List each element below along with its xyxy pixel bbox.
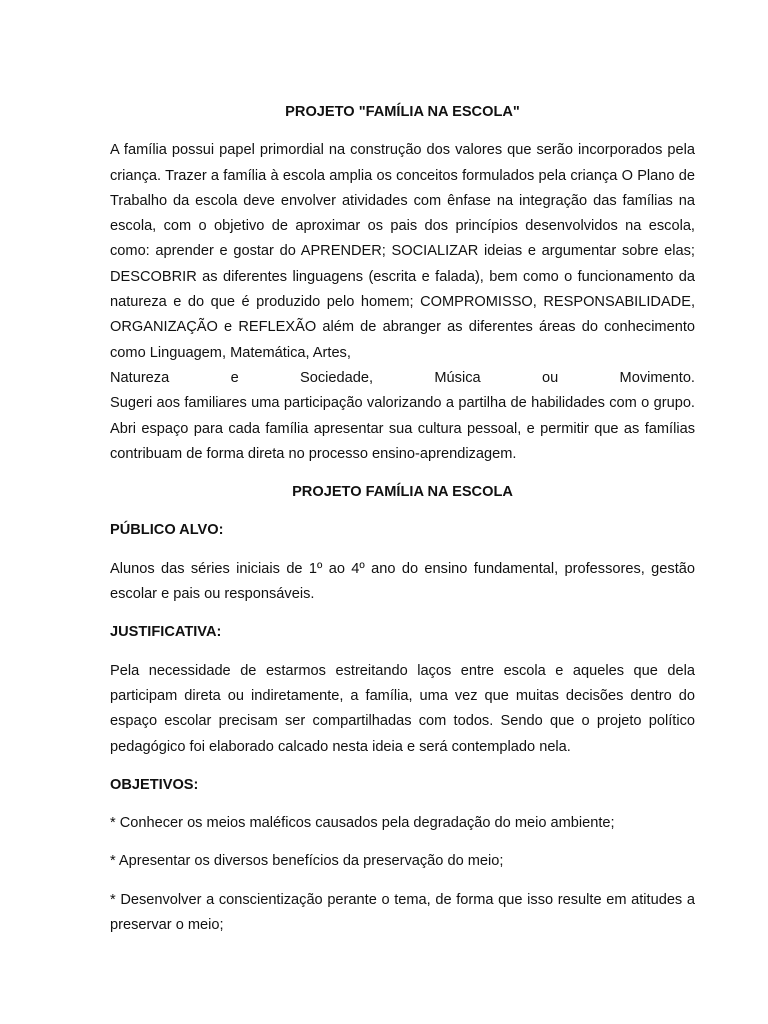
objetivo-item: * Desenvolver a conscientização perante o tema, de forma que isso resulte em atitudes a preservar o meio; bbox=[110, 891, 695, 934]
justificativa-text: Pela necessidade de estarmos estreitando laços entre escola e aqueles que dela participam direta ou indiretamente, a família, uma vez que muitas decisões dentro do espaço escolar precisam ser compartilhadas com todos. Sendo que o projeto político pedagógico foi elaborado calcado nesta ideia e será contemplado nela. bbox=[110, 662, 695, 755]
objetivo-item: * Conhecer os meios maléficos causados pela degradação do meio ambiente; bbox=[110, 815, 615, 832]
objetivo-item: * Apresentar os diversos benefícios da preservação do meio; bbox=[110, 853, 504, 870]
objetivos-heading: OBJETIVOS: bbox=[110, 776, 199, 793]
justificativa-heading: JUSTIFICATIVA: bbox=[110, 624, 222, 641]
document-subtitle: PROJETO FAMÍLIA NA ESCOLA bbox=[292, 484, 513, 501]
document-title: PROJETO "FAMÍLIA NA ESCOLA" bbox=[285, 104, 520, 120]
intro-text: A família possui papel primordial na construção dos valores que serão incorporados pela criança. Trazer a família à escola amplia os conceitos formulados pela criança O Plano de Trabalho da escola deve envolver atividades com ênfase na integração das famílias na escola, com o objetivo de aproximar os pais dos princípios desenvolvidos na escola, como: aprender e gostar do APRENDER; SOCIALIZAR ideias e argumentar sobre elas; DESCOBRIR as diferentes linguagens (escrita e falada), bem como o funcionamento da natureza e do que é produzido pelo homem; COMPROMISSO, RESPONSABILIDADE, ORGANIZAÇÃO e REFLEXÃO além de abranger as diferentes áreas do conhecimento como Linguagem, Matemática, Artes, bbox=[110, 142, 695, 361]
publico-text: Alunos das séries iniciais de 1º ao 4º ano do ensino fundamental, professores, gestão escolar e pais ou responsáveis. bbox=[110, 560, 695, 603]
intro-last-line: Natureza e Sociedade, Música ou Movimento. bbox=[110, 369, 695, 386]
publico-heading: PÚBLICO ALVO: bbox=[110, 522, 224, 539]
document-page bbox=[110, 100, 695, 951]
intro-paragraph bbox=[110, 138, 695, 391]
intro-paragraph-2: Sugeri aos familiares uma participação valorizando a partilha de habilidades com o grupo. Abri espaço para cada família apresentar sua cultura pessoal, e permitir que as famílias contribuam de forma direta no processo ensino-aprendizagem. bbox=[110, 395, 695, 462]
